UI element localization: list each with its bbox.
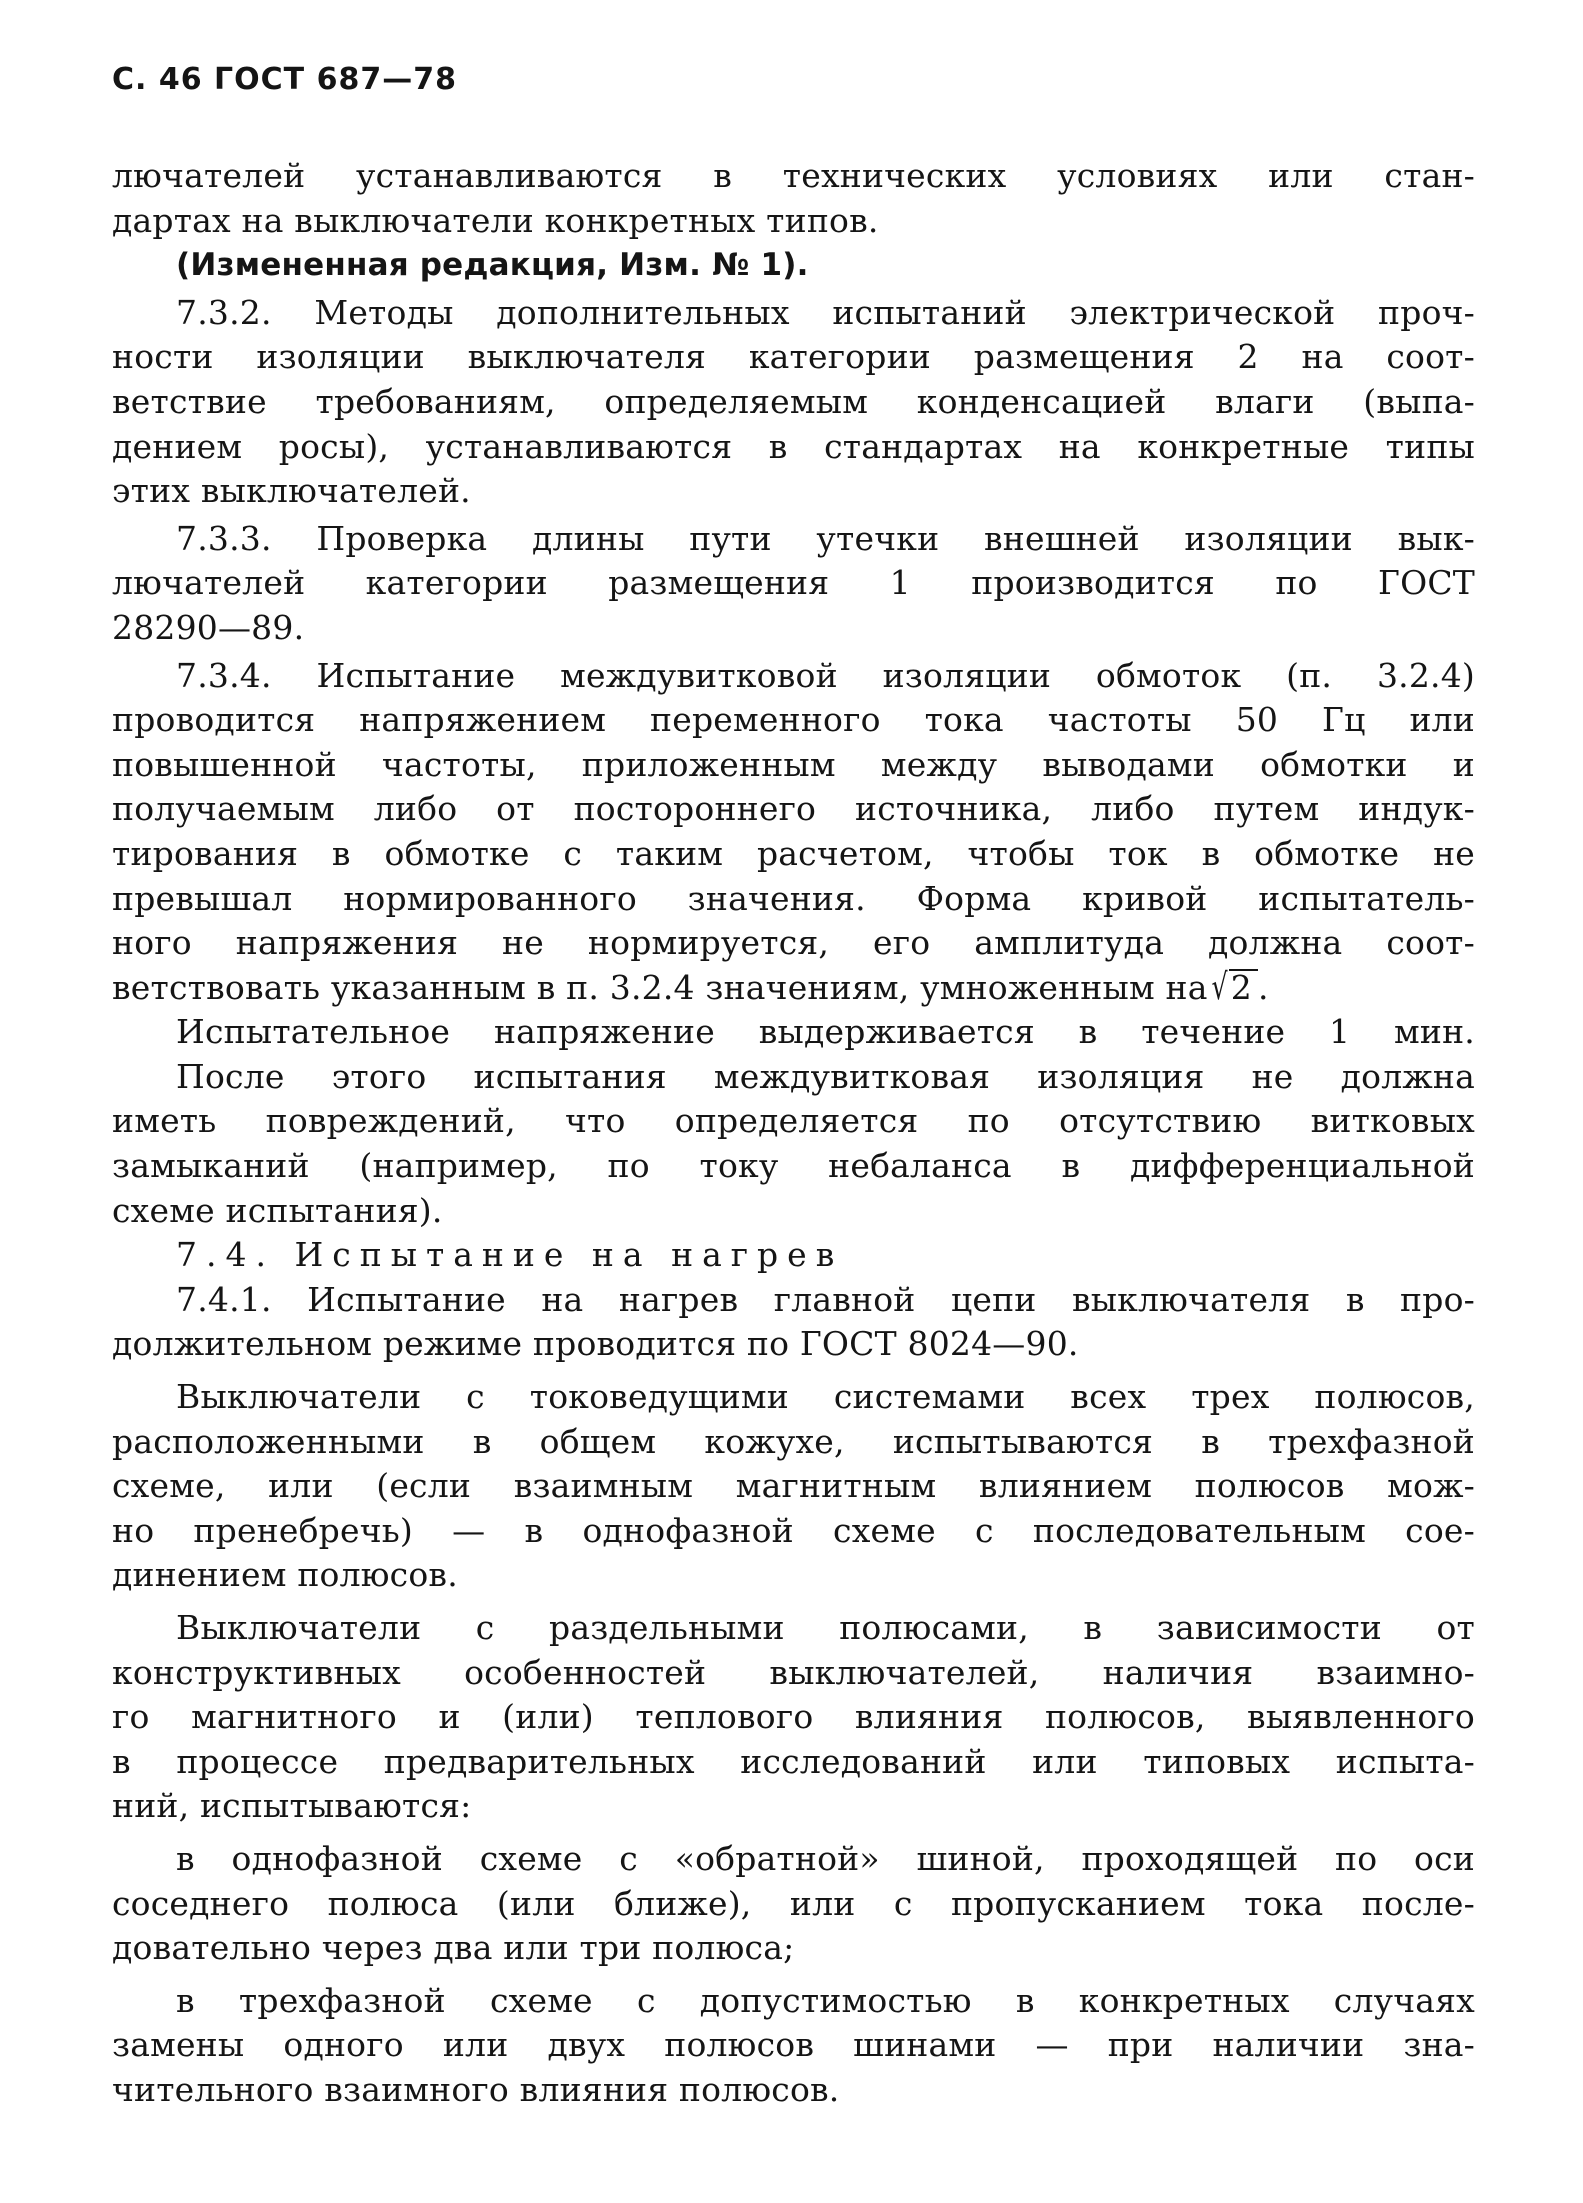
text-line: го магнитного и (или) теплового влияния полюсов, выявленного bbox=[112, 1697, 1475, 1737]
text-line: в процессе предварительных исследований или типовых испыта- bbox=[112, 1741, 1475, 1781]
text-line: Испытательное напряжение выдерживается в течение 1 мин. bbox=[176, 1012, 1475, 1052]
text-line: схеме, или (если взаимным магнитным влиянием полюсов мож- bbox=[112, 1466, 1475, 1506]
text-line: динением полюсов. bbox=[112, 1555, 458, 1595]
text-line: 7.3.4. Испытание междувитковой изоляции обмоток (п. 3.2.4) bbox=[176, 655, 1475, 695]
text-line: Выключатели с токоведущими системами всех трех полюсов, bbox=[176, 1377, 1475, 1417]
text-line: После этого испытания междувитковая изоляция не должна bbox=[176, 1056, 1475, 1096]
text-line: ветствовать указанным в п. 3.2.4 значениям, умноженным на bbox=[112, 967, 1208, 1007]
formula-line bbox=[112, 966, 1475, 1011]
text-line: дартах на выключатели конкретных типов. bbox=[112, 200, 879, 240]
text-line: проводится напряжением переменного тока частоты 50 Гц или bbox=[112, 700, 1475, 740]
text-line: довательно через два или три полюса; bbox=[112, 1928, 795, 1968]
text-line: ветствие требованиям, определяемым конденсацией влаги (выпа- bbox=[112, 381, 1475, 421]
text-line: лючателей устанавливаются в технических условиях или стан- bbox=[112, 156, 1475, 195]
text-line: превышал нормированного значения. Форма кривой испытатель- bbox=[112, 878, 1475, 918]
text-line: 7.3.2. Методы дополнительных испытаний электрической проч- bbox=[176, 292, 1475, 332]
sqrt-radicand: 2 bbox=[1229, 969, 1258, 1005]
text-line: замыканий (например, по току небаланса в дифференциальной bbox=[112, 1146, 1475, 1186]
text-line: должительном режиме проводится по ГОСТ 8024—90. bbox=[112, 1324, 1079, 1364]
sqrt-sign: √ bbox=[1211, 966, 1228, 1008]
text-line: повышенной частоты, приложенным между выводами обмотки и bbox=[112, 744, 1475, 784]
text-line: иметь повреждений, что определяется по отсутствию витковых bbox=[112, 1101, 1475, 1141]
text-line: получаемым либо от постороннего источника, либо путем индук- bbox=[112, 789, 1475, 829]
text-line: дением росы), устанавливаются в стандартах на конкретные типы bbox=[112, 426, 1475, 466]
text-line: ний, испытываются: bbox=[112, 1786, 472, 1826]
text-line: 7.3.3. Проверка длины пути утечки внешней изоляции вык- bbox=[176, 518, 1475, 558]
text-line: 7.4.1. Испытание на нагрев главной цепи выключателя в про- bbox=[176, 1279, 1475, 1319]
text-line: лючателей категории размещения 1 производится по ГОСТ bbox=[112, 563, 1475, 603]
text-line: тирования в обмотке с таким расчетом, чтобы ток в обмотке не bbox=[112, 833, 1475, 873]
formula-period: . bbox=[1257, 967, 1269, 1007]
text-line: расположенными в общем кожухе, испытываются в трехфазной bbox=[112, 1421, 1475, 1461]
text-line: но пренебречь) — в однофазной схеме с последовательным сое- bbox=[112, 1510, 1475, 1550]
text-line: этих выключателей. bbox=[112, 471, 471, 511]
text-line: замены одного или двух полюсов шинами — при наличии зна- bbox=[112, 2025, 1475, 2065]
text-line: 28290—89. bbox=[112, 607, 305, 647]
text-line: Выключатели с раздельными полюсами, в зависимости от bbox=[176, 1608, 1475, 1647]
text-line: ного напряжения не нормируется, его амплитуда должна соот- bbox=[112, 923, 1475, 963]
text-line: в трехфазной схеме с допустимостью в конкретных случаях bbox=[176, 1980, 1475, 2020]
section-heading: 7.4. Испытание на нагрев bbox=[176, 1235, 844, 1275]
text-line: схеме испытания). bbox=[112, 1190, 443, 1230]
text-line: в однофазной схеме с «обратной» шиной, проходящей по оси bbox=[176, 1838, 1475, 1878]
body-text bbox=[112, 154, 1475, 2113]
text-line: чительного взаимного влияния полюсов. bbox=[112, 2069, 840, 2109]
text-line: соседнего полюса (или ближе), или с пропусканием тока после- bbox=[112, 1883, 1475, 1923]
page-header: С. 46 ГОСТ 687—78 bbox=[112, 62, 457, 97]
text-line: ности изоляции выключателя категории размещения 2 на соот- bbox=[112, 337, 1475, 377]
text-line: конструктивных особенностей выключателей, наличия взаимно- bbox=[112, 1652, 1475, 1692]
amendment-note: (Измененная редакция, Изм. № 1). bbox=[176, 247, 809, 284]
